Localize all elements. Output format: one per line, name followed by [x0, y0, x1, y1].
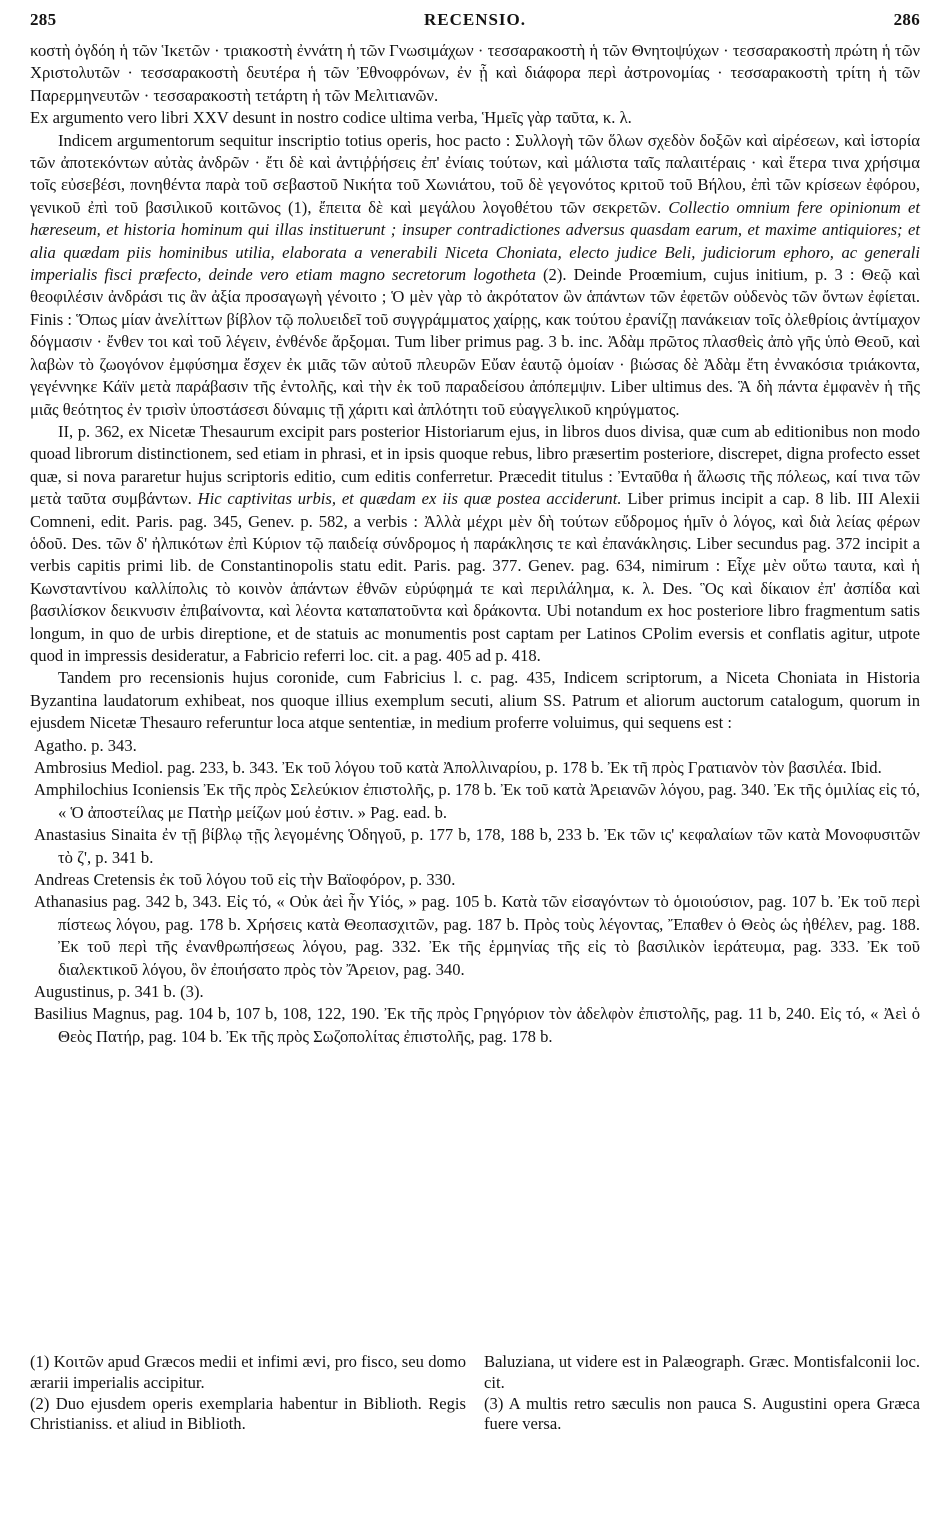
paragraph-thesaurus [30, 421, 920, 667]
catalog-entry: Amphilochius Iconiensis Ἐκ τῆς πρὸς Σελεύκιον ἐπιστολῆς, p. 178 b. Ἐκ τοῦ κατὰ Ἀρειανῶν λόγου, pag. 340. Ἐκ τῆς ὁμιλίας εἰς τό, « Ὁ ἀποστείλας με Πατὴρ μείζων μού ἐστιν. » Pag. ead. b. [34, 780, 920, 822]
paragraph-coronis: Tandem pro recensionis hujus coronide, cum Fabricius l. c. pag. 435, Indicem scriptorum, a Niceta Choniata in Historia Byzantina laudatorum exhibeat, nos quoque illius exemplum secuti, alium SS. Patrum et aliorum auctorum catalogum, quorum in ejusdem Nicetæ Thesauro referuntur loca atque sententiæ, in medium proferre voluimus, qui sequens est : [30, 668, 920, 733]
paragraph-greek-list: κοστὴ ὀγδόη ἡ τῶν Ἱκετῶν · τριακοστὴ ἐννάτη ἡ τῶν Γνωσιμάχων · τεσσαρακοστὴ ἡ τῶν Θνητοψύχων · τεσσαρακοστὴ πρώτη ἡ τῶν Χριστολυτῶν · τεσσαρακοστὴ δευτέρα ἡ τῶν Ἐθνοφρόνων, ἐν ᾗ καὶ διάφορα περὶ ἀστρονομίας · τεσσαρακοστὴ τρίτη ἡ τῶν Παρερμηνευτῶν · τεσσαρακοστὴ τετάρτη ἡ τῶν Μελιτιανῶν. [30, 41, 920, 105]
footnotes [30, 1352, 920, 1435]
thesaurus-continuation: Liber primus incipit a cap. 8 lib. III Alexii Comneni, edit. Paris. pag. 345, Genev. p. 582, a verbis : Ἀλλὰ μέχρι μὲν δὴ τούτων εὔδρομος ἡμῖν ὁ λόγος, καὶ διὰ λείας φέρων ὁδοῦ. Des. τῶν δ' ἠλπικότων ἐπὶ Κύριον τῷ παιδείᾳ σύνδρομος ἡ παράκλησις τε καὶ ἐπανάκλησις. Liber secundus pag. 372 incipit a verbis capitis primi lib. de Constantinopolis statu edit. Paris. pag. 377. Genev. pag. 634, nimirum : Εἶχε μὲν οὕτω ταυτα, καὶ ἡ Κωνσταντίνου καλλίπολις τὸ κοινὸν ἁπάντων ἐθνῶν εὐρύφημά τε καὶ περιλάλημα, κ. λ. Des. Ὃς καὶ δίκαιον ἐπ' ἀσπίδα καὶ βασιλίσκον δεικνυσιν ἐπιβαίνοντα, καὶ λέοντα καταπατοῦντα καὶ δράκοντα. Ubi notandum ex hoc posteriore libro fragmentum satis longum, in quo de urbis direptione, et de statuis ac monumentis post captam per Latinos CPolim eversis et conflatis agitur, utpote quod in impressis desideratur, a Fabricio referri loc. cit. a pag. 405 ad p. 418. [30, 489, 920, 665]
footnotes-right-column [484, 1352, 920, 1435]
inscriptio-greek: Indicem argumentorum sequitur inscriptio totius operis, hoc pacto : Συλλογὴ τῶν ὅλων σχεδὸν δοξῶν καὶ αἱρέσεων, καὶ ἱστορία τῶν ἀποτεκόντων αὐτὰς ἀνδρῶν · ἔτι δὲ καὶ ἀντιῤῥήσεις ἐπ' ἐνίαις τούτων, καὶ μάλιστα ταῖς παλαιτέραις · καὶ ἕτερα τινα χρήσιμα τοῖς εὐσεβέσι, πονηθέντα παρὰ τοῦ σεβαστοῦ Νικήτα τοῦ Χωνιάτου, τοῦ δὲ γεγονότος κριτοῦ τοῦ Βήλου, ἐπὶ τῶν κρίσεων ἐφόρου, γενικοῦ ἐπὶ τοῦ βασιλικοῦ κοιτῶνος (1), ἔπειτα δὲ καὶ μεγάλου λογοθέτου τῶν σεκρετῶν. [30, 130, 920, 217]
thesaurus-text: II, p. 362, ex Nicetæ Thesaurum excipit pars posterior Historiarum ejus, in libros duos divisa, quæ cum ab editionibus non modo quoad librorum distinctionem, sed etiam in phrasi, et in ipsis quoque rebus, libro præsertim posteriore, discrepet, digna profecto esset quæ, si nova pararetur hujus scriptoris editio, cum editis conferretur. Præcedit titulus : Ἐνταῦθα ἡ ἅλωσις τῆς πόλεως, καί τινα τῶν μετὰ ταῦτα συμβάντων. [30, 421, 920, 509]
catalog-entry: Ambrosius Mediol. pag. 233, b. 343. Ἐκ τοῦ λόγου τοῦ κατὰ Ἀπολλιναρίου, p. 178 b. Ἐκ τῆ πρὸς Γρατιανὸν τὸν βασιλέα. Ibid. [34, 758, 882, 777]
thesaurus-title-translation: Hic captivitas urbis, et quædam ex iis quæ postea acciderunt. [197, 489, 622, 509]
main-text [30, 40, 920, 1048]
footnotes-left-column [30, 1352, 466, 1435]
catalog-entry: Augustinus, p. 341 b. (3). [34, 982, 204, 1002]
footnote-1: (1) Κοιτῶν apud Græcos medii et infimi ævi, pro fisco, seu domo ærarii imperialis accipitur. [30, 1352, 466, 1392]
running-title: RECENSIO. [423, 10, 527, 29]
catalog-entry: Anastasius Sinaita ἐν τῇ βίβλῳ τῇς λεγομένης Ὁδηγοῦ, p. 177 b, 178, 188 b, 233 b. Ἐκ τῶν ις' κεφαλαίων τῶν κατὰ Μονοφυσιτῶν τὸ ζ', p. 341 b. [34, 825, 920, 867]
catalog-entry: Agatho. p. 343. [34, 735, 137, 755]
footnote-2-continuation: Baluziana, ut videre est in Palæograph. Græc. Montisfalconii loc. cit. [484, 1352, 920, 1392]
catalog-entry: Basilius Magnus, pag. 104 b, 107 b, 108, 122, 190. Ἐκ τῆς πρὸς Γρηγόριον τὸν ἀδελφὸν ἐπιστολῆς, pag. 11 b, 240. Εἰς τό, « Ἀεὶ ὁ Θεὸς Πατήρ, pag. 104 b. Ἐκ τῆς πρὸς Σωζοπολίτας ἐπιστολῆς, pag. 178 b. [34, 1004, 920, 1046]
running-header [30, 6, 920, 36]
footnote-2: (2) Duo ejusdem operis exemplaria habentur in Biblioth. Regis Christianiss. et aliud in Biblioth. [30, 1393, 466, 1434]
catalog-entry: Andreas Cretensis ἐκ τοῦ λόγου τοῦ εἰς τὴν Βαϊοφόρον, p. 330. [34, 870, 456, 890]
footnote-3: (3) A multis retro sæculis non pauca S. Augustini opera Græca fuere versa. [484, 1393, 920, 1434]
catalog-entry: Athanasius pag. 342 b, 343. Εἰς τό, « Οὐκ ἀεὶ ἦν Υἱός, » pag. 105 b. Κατὰ τῶν εἰσαγόντων τὸ ὁμοιούσιον, pag. 107 b. Ἐκ τοῦ περὶ πίστεως λόγου, pag. 178 b. Χρήσεις κατὰ Θεοπασχιτῶν, pag. 187 b. Πρὸς τοὺς λέγοντας, Ἔπαθεν ὁ Θεὸς ὡς ἠθέλεν, pag. 188. Ἐκ τοῦ περὶ τῆς ἐνανθρωπήσεως λόγου, pag. 332. Ἐκ τῆς ἑρμηνίας τῆς εἰς τὸ βασιλικὸν ἱεράτευμα, pag. 333. Ἐκ τοῦ διαλεκτικοῦ λόγου, ὃν ἐποιήσατο πρὸς τὸν Ἄρειον, pag. 340. [34, 892, 920, 979]
inscriptio-latin-translation: Collectio omnium fere opinionum et hæreseum, et historia hominum qui illas instituerunt ; insuper contradictiones adversus quasdam earum, et maxime antiquiores; et alia quædam piis hominibus utilia, elaborata a venerabili Niceta Choniata, electo judice Beli, judiciorum ephoro, ac generali imperialis fisci præfecto, deinde vero etiam magno secretorum logotheta [30, 197, 920, 285]
paragraph-argumento: Ex argumento vero libri XXV desunt in nostro codice ultima verba, Ἡμεῖς γὰρ ταῦτα, κ. λ. [30, 108, 632, 128]
inscriptio-continuation: (2). Deinde Proœmium, cujus initium, p. 3 : Θεῷ καὶ θεοφιλέσιν ἀνδράσι τις ἂν ἀξία προσαγωγὴ γένοιτο ; Ὁ μὲν γὰρ τὸ ἀκρότατον ὢν ἁπάντων τῶν ἐφετῶν οὐδενὸς τῶν ὄντων ἐφίεται. Finis : Ὅπως μίαν ἀνελίττων βίβλον τῷ πολυειδεῖ τοῦ συγγράμματος χαίρῃς, κακ τούτου ἐρανίζῃ πανάκειαν τοῖς ὀλεθρίοις ἀντίμαχον δόγμασιν · ἔνθεν τοι καὶ τοῦ λέγειν, ἐνθένδε ἄρξομαι. Tum liber primus pag. 3 b. inc. Ἀδὰμ πρῶτος πλασθεὶς ἀπὸ γῆς ὑπὸ Θεοῦ, καὶ λαβὼν τὸ ζωογόνον ἐμφύσημα ἔσχεν ἐκ μιᾶς τῶν αὐτοῦ πλευρῶν Εὔαν ἑαυτῷ ὁμοίαν · βιώσας δὲ Ἀδὰμ ἔτη ἐννακόσια τριάκοντα, γεγέννηκε Κάϊν μετὰ παράβασιν τῆς ἐντολῆς, καὶ τὴν ἐκ τοῦ παραδείσου ἀπόπεμψιν. Liber ultimus des. Ἃ δὴ πάντα ἐμφανὲν ἡ τῆς μιᾶς θεότητος ἐν τρισὶν ὑποστάσεσι δύναμις τῇ χάριτι καὶ ἀπλότητι τοῦ εὐαγγελικοῦ κηρύγματος. [30, 265, 920, 419]
right-page-number: 286 [893, 10, 920, 29]
left-page-number: 285 [30, 10, 57, 29]
paragraph-inscriptio [30, 130, 920, 421]
